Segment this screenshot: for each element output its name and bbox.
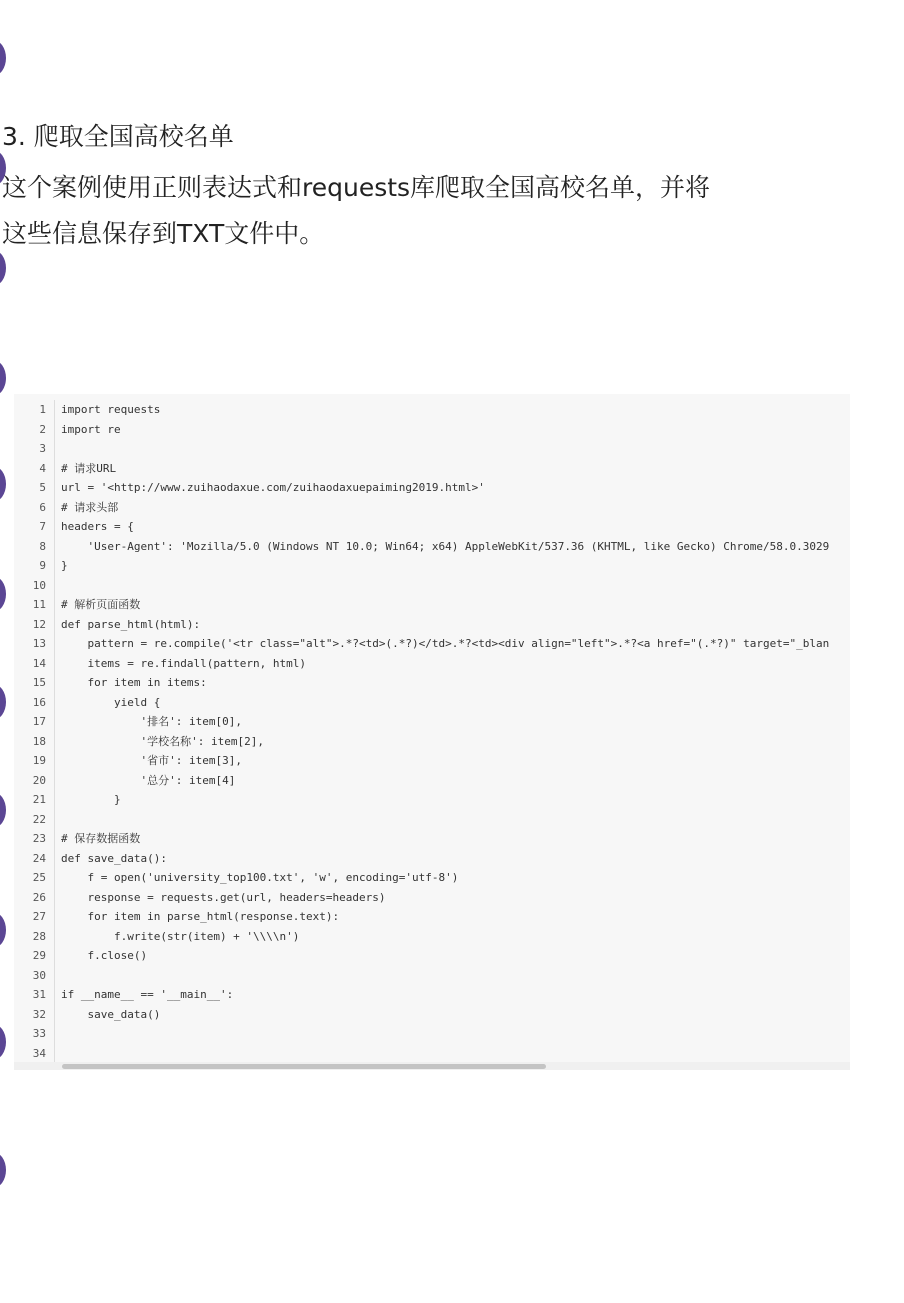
gutter-divider bbox=[54, 751, 55, 771]
code-text bbox=[61, 1044, 850, 1064]
gutter-divider bbox=[54, 1024, 55, 1044]
code-text: pattern = re.compile('<tr class="alt">.*?<td>(.*?)</td>.*?<td><div align="left">.*?<a href="(.*?)" target="_blan bbox=[61, 637, 830, 650]
line-number: 3 bbox=[39, 442, 46, 455]
code-line bbox=[14, 556, 850, 576]
code-text bbox=[61, 1024, 850, 1044]
code-text: # 解析页面函数 bbox=[61, 598, 141, 611]
code-text: import re bbox=[61, 422, 121, 436]
gutter-divider bbox=[54, 693, 55, 713]
code-line bbox=[14, 1024, 850, 1044]
code-text: } bbox=[61, 793, 121, 806]
gutter-divider bbox=[54, 1044, 55, 1064]
code-text: f.write(str(item) + '\\\\n') bbox=[61, 929, 300, 943]
code-text bbox=[61, 576, 850, 596]
gutter-divider bbox=[54, 654, 55, 674]
line-number: 4 bbox=[39, 461, 46, 475]
code-line bbox=[14, 849, 850, 869]
line-number: 17 bbox=[32, 715, 46, 728]
gutter-divider bbox=[54, 810, 55, 830]
section-heading: 3. 爬取全国高校名单 bbox=[2, 122, 234, 151]
line-number: 33 bbox=[32, 1027, 46, 1040]
gutter-divider bbox=[54, 829, 55, 849]
code-text: # 保存数据函数 bbox=[61, 832, 141, 845]
code-line bbox=[14, 868, 850, 888]
code-text: def save_data(): bbox=[61, 851, 167, 865]
code-line bbox=[14, 576, 850, 596]
gutter-divider bbox=[54, 537, 55, 557]
code-line bbox=[14, 673, 850, 693]
description-line: 这个案例使用正则表达式和requests库爬取全国高校名单，并将 bbox=[2, 173, 711, 202]
code-line bbox=[14, 439, 850, 459]
code-text: for item in parse_html(response.text): bbox=[61, 910, 340, 923]
line-number: 26 bbox=[32, 890, 46, 904]
code-line bbox=[14, 595, 850, 615]
timeline-dot bbox=[0, 912, 6, 948]
code-line bbox=[14, 634, 850, 654]
code-line bbox=[14, 751, 850, 771]
code-line bbox=[14, 985, 850, 1005]
timeline-dot bbox=[0, 792, 6, 828]
gutter-divider bbox=[54, 946, 55, 966]
gutter-divider bbox=[54, 790, 55, 810]
gutter-divider bbox=[54, 849, 55, 869]
line-number: 25 bbox=[32, 871, 46, 884]
line-number: 30 bbox=[32, 968, 46, 982]
code-line bbox=[14, 459, 850, 479]
code-lines bbox=[14, 400, 850, 1063]
code-text: # 请求头部 bbox=[61, 500, 119, 514]
line-number: 27 bbox=[32, 910, 46, 923]
gutter-divider bbox=[54, 966, 55, 986]
code-text: # 请求URL bbox=[61, 461, 117, 475]
timeline-dot bbox=[0, 1024, 6, 1060]
line-number: 15 bbox=[32, 676, 46, 689]
line-number: 18 bbox=[32, 734, 46, 748]
timeline-dot bbox=[0, 466, 6, 502]
gutter-divider bbox=[54, 634, 55, 654]
line-number: 31 bbox=[32, 988, 46, 1001]
timeline-dot bbox=[0, 576, 6, 612]
gutter-divider bbox=[54, 907, 55, 927]
line-number: 2 bbox=[39, 422, 46, 436]
code-line bbox=[14, 946, 850, 966]
code-line bbox=[14, 654, 850, 674]
code-text: '排名': item[0], bbox=[61, 715, 242, 728]
code-text: headers = { bbox=[61, 520, 134, 533]
line-number: 7 bbox=[39, 520, 46, 533]
code-text: if __name__ == '__main__': bbox=[61, 988, 234, 1001]
code-text bbox=[61, 810, 850, 830]
code-text: for item in items: bbox=[61, 676, 207, 689]
code-text: '总分': item[4] bbox=[61, 773, 236, 787]
code-text bbox=[61, 966, 850, 986]
code-line bbox=[14, 1005, 850, 1025]
code-line bbox=[14, 1044, 850, 1064]
gutter-divider bbox=[54, 712, 55, 732]
gutter-divider bbox=[54, 459, 55, 479]
line-number: 10 bbox=[32, 578, 46, 592]
line-number: 20 bbox=[32, 773, 46, 787]
gutter-divider bbox=[54, 615, 55, 635]
horizontal-scrollbar[interactable] bbox=[14, 1062, 850, 1070]
timeline-dot bbox=[0, 1152, 6, 1188]
code-line bbox=[14, 712, 850, 732]
gutter-divider bbox=[54, 478, 55, 498]
gutter-divider bbox=[54, 400, 55, 420]
line-number: 29 bbox=[32, 949, 46, 962]
line-number: 19 bbox=[32, 754, 46, 767]
code-text: save_data() bbox=[61, 1007, 161, 1021]
code-line bbox=[14, 732, 850, 752]
code-text: f.close() bbox=[61, 949, 148, 962]
gutter-divider bbox=[54, 927, 55, 947]
line-number: 21 bbox=[32, 793, 46, 806]
gutter-divider bbox=[54, 595, 55, 615]
code-text bbox=[61, 439, 850, 459]
section-description bbox=[2, 165, 882, 257]
code-text: 'User-Agent': 'Mozilla/5.0 (Windows NT 10.0; Win64; x64) AppleWebKit/537.36 (KHTML, like Gecko) Chrome/58.0.3029 bbox=[61, 539, 830, 553]
code-line bbox=[14, 478, 850, 498]
code-line bbox=[14, 693, 850, 713]
timeline-dot bbox=[0, 360, 6, 396]
line-number: 9 bbox=[39, 559, 46, 572]
line-number: 12 bbox=[32, 617, 46, 631]
code-line bbox=[14, 829, 850, 849]
line-number: 5 bbox=[39, 481, 46, 494]
line-number: 14 bbox=[32, 656, 46, 670]
code-line bbox=[14, 517, 850, 537]
code-text: '学校名称': item[2], bbox=[61, 734, 264, 748]
code-text: def parse_html(html): bbox=[61, 617, 201, 631]
gutter-divider bbox=[54, 771, 55, 791]
gutter-divider bbox=[54, 556, 55, 576]
code-line bbox=[14, 888, 850, 908]
line-number: 22 bbox=[32, 812, 46, 826]
gutter-divider bbox=[54, 673, 55, 693]
code-line bbox=[14, 771, 850, 791]
code-line bbox=[14, 966, 850, 986]
gutter-divider bbox=[54, 888, 55, 908]
code-line bbox=[14, 420, 850, 440]
gutter-divider bbox=[54, 517, 55, 537]
gutter-divider bbox=[54, 420, 55, 440]
code-line bbox=[14, 537, 850, 557]
line-number: 11 bbox=[32, 598, 46, 611]
code-line bbox=[14, 615, 850, 635]
code-text: response = requests.get(url, headers=headers) bbox=[61, 890, 386, 904]
timeline-dot bbox=[0, 684, 6, 720]
line-number: 1 bbox=[39, 403, 46, 416]
scrollbar-thumb[interactable] bbox=[62, 1064, 546, 1069]
gutter-divider bbox=[54, 732, 55, 752]
code-text: f = open('university_top100.txt', 'w', encoding='utf-8') bbox=[61, 871, 459, 884]
gutter-divider bbox=[54, 1005, 55, 1025]
line-number: 13 bbox=[32, 637, 46, 650]
gutter-divider bbox=[54, 498, 55, 518]
line-number: 32 bbox=[32, 1007, 46, 1021]
line-number: 8 bbox=[39, 539, 46, 553]
line-number: 16 bbox=[32, 695, 46, 709]
description-line: 这些信息保存到TXT文件中。 bbox=[2, 219, 325, 248]
code-block bbox=[14, 394, 850, 1070]
code-line bbox=[14, 907, 850, 927]
line-number: 34 bbox=[32, 1046, 46, 1060]
code-text: '省市': item[3], bbox=[61, 754, 242, 767]
code-line bbox=[14, 810, 850, 830]
code-text: } bbox=[61, 559, 68, 572]
line-number: 6 bbox=[39, 500, 46, 514]
code-text: import requests bbox=[61, 403, 161, 416]
code-text: yield { bbox=[61, 695, 161, 709]
code-line bbox=[14, 498, 850, 518]
gutter-divider bbox=[54, 985, 55, 1005]
gutter-divider bbox=[54, 576, 55, 596]
code-line bbox=[14, 790, 850, 810]
gutter-divider bbox=[54, 439, 55, 459]
code-line bbox=[14, 927, 850, 947]
timeline-dot bbox=[0, 40, 6, 76]
line-number: 23 bbox=[32, 832, 46, 845]
code-line bbox=[14, 400, 850, 420]
code-text: items = re.findall(pattern, html) bbox=[61, 656, 307, 670]
gutter-divider bbox=[54, 868, 55, 888]
code-text: url = '<http://www.zuihaodaxue.com/zuihaodaxuepaiming2019.html>' bbox=[61, 481, 485, 494]
line-number: 24 bbox=[32, 851, 46, 865]
line-number: 28 bbox=[32, 929, 46, 943]
